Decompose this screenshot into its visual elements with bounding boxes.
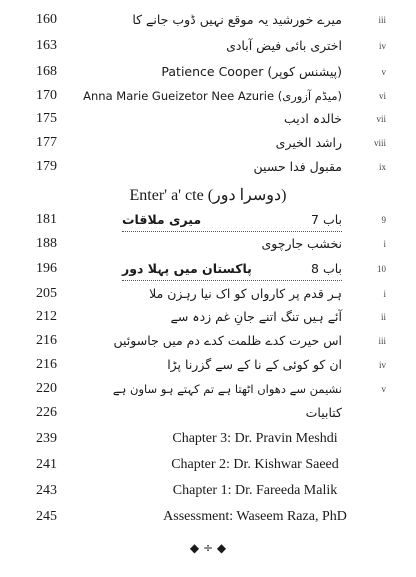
page-number: 205 <box>36 286 57 301</box>
page-number: 179 <box>36 159 57 174</box>
toc-entry <box>0 9 416 31</box>
toc-entry <box>0 330 416 352</box>
entry-title: خالدہ ادیب <box>284 111 342 126</box>
toc-entry <box>0 306 416 328</box>
chapter-heading <box>122 209 342 232</box>
english-entry <box>0 454 416 476</box>
page-number: 163 <box>36 38 57 53</box>
page-number: 216 <box>36 333 57 348</box>
toc-entry <box>0 108 416 130</box>
entry-numeral: v <box>381 67 386 77</box>
chapter-title: پاکستان میں پہلا دور <box>122 261 252 276</box>
english-entry <box>0 480 416 502</box>
entry-title: راشد الخیری <box>275 135 342 150</box>
page-number: 220 <box>36 381 57 396</box>
entry-numeral: i <box>383 239 386 249</box>
page-number: 177 <box>36 135 57 150</box>
entry-title: Assessment: Waseem Raza, PhD <box>163 509 347 524</box>
page-number: 241 <box>36 457 57 472</box>
entry-numeral: ix <box>378 162 386 172</box>
toc-entry <box>0 61 416 83</box>
entry-title: ان کو کوئی کے نا کے سے گزرنا پڑا <box>167 357 342 372</box>
toc-entry <box>0 354 416 376</box>
chapter-number: 10 <box>377 264 386 274</box>
entry-numeral: iv <box>378 41 386 51</box>
section-title: Enter' a' cte (دوسرا دور) <box>129 187 287 204</box>
chapter-entry <box>0 258 416 280</box>
entry-title: Chapter 3: Dr. Pravin Meshdi <box>172 431 338 446</box>
toc-entry <box>0 402 416 424</box>
chapter-label: باب 8 <box>311 261 342 276</box>
toc-entry <box>0 35 416 57</box>
toc-entry <box>0 156 416 178</box>
entry-numeral: iii <box>378 336 386 346</box>
page-number: 243 <box>36 483 57 498</box>
entry-title: Anna Marie Gueizetor Nee Azurie (میڈم آزوری) <box>83 89 342 103</box>
toc-entry <box>0 233 416 255</box>
toc-entry <box>0 283 416 305</box>
chapter-entry <box>0 209 416 231</box>
page-number: 170 <box>36 88 57 103</box>
entry-title: Patience Cooper (پیشنس کوپر) <box>161 64 342 79</box>
entry-title: مقبول فدا حسین <box>253 159 342 174</box>
page-number: 160 <box>36 12 57 27</box>
entry-numeral: iv <box>378 360 386 370</box>
toc-entry <box>0 132 416 154</box>
entry-numeral: iii <box>378 15 386 25</box>
entry-title: نشیمن سے دھواں اٹھتا ہے تم کہتے ہو ساون ہے <box>112 382 342 396</box>
english-entry <box>0 506 416 528</box>
chapter-heading <box>122 258 342 281</box>
entry-title: Chapter 1: Dr. Fareeda Malik <box>172 483 338 498</box>
english-entry <box>0 428 416 450</box>
chapter-number: 9 <box>381 215 386 225</box>
entry-numeral: i <box>383 289 386 299</box>
entry-numeral: v <box>381 384 386 394</box>
chapter-label: باب 7 <box>311 212 342 227</box>
entry-title: ہر قدم پر کارواں کو اک نیا رہزن ملا <box>149 286 342 301</box>
entry-title: نخشب جارچوی <box>261 236 342 251</box>
toc-entry <box>0 85 416 107</box>
chapter-title: میری ملاقات <box>122 212 202 227</box>
page-number: 212 <box>36 309 57 324</box>
page-number: 216 <box>36 357 57 372</box>
entry-numeral: vii <box>376 114 386 124</box>
page-number: 245 <box>36 509 57 524</box>
page-number: 181 <box>36 212 57 227</box>
page-number: 175 <box>36 111 57 126</box>
entry-numeral: vi <box>378 91 386 101</box>
page-number: 239 <box>36 431 57 446</box>
entry-title: کتابیات <box>305 405 342 420</box>
entry-title: آئے ہیں تنگ اتنے جانِ غم زدہ سے <box>170 309 342 324</box>
ornament-divider: ◆ ÷ ◆ <box>189 541 227 555</box>
entry-title: Chapter 2: Dr. Kishwar Saeed <box>171 457 339 472</box>
entry-title: اس حیرت کدے ظلمت کدے دم میں جاسوئیں <box>113 333 342 348</box>
page-number: 226 <box>36 405 57 420</box>
entry-title: اختری بائی فیض آبادی <box>226 38 342 53</box>
page-number: 196 <box>36 261 57 276</box>
page-number: 168 <box>36 64 57 79</box>
toc-entry <box>0 378 416 400</box>
page-number: 188 <box>36 236 57 251</box>
entry-numeral: viii <box>373 138 386 148</box>
entry-numeral: ii <box>380 312 386 322</box>
entry-title: میرے خورشید یہ موقع نہیں ڈوب جانے کا <box>132 12 342 27</box>
